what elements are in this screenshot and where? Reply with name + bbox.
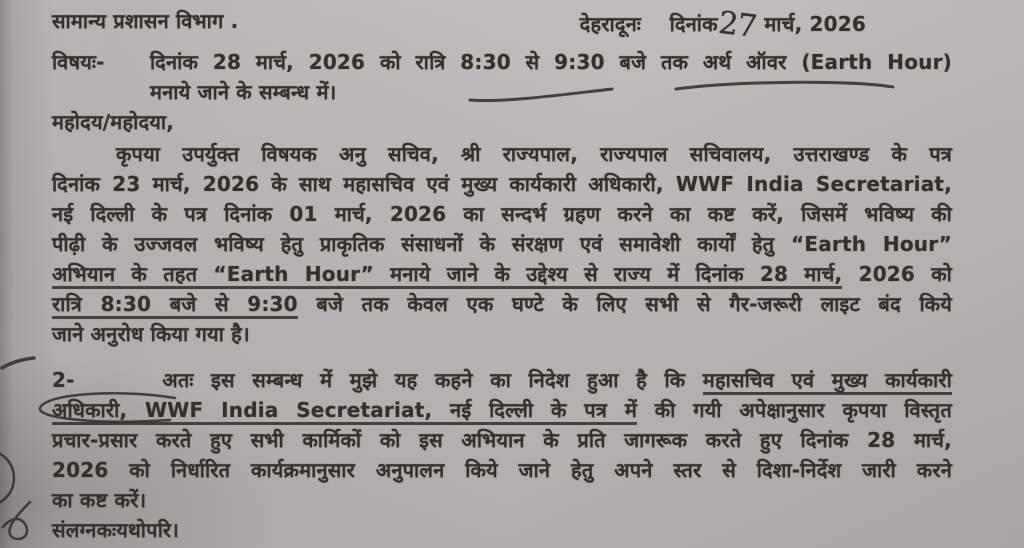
text-run: प्रचार-प्रसार करते हुए सभी कार्मिकों को इस अभियान के प्रति जागरूक करते हुए दिनांक 28 मार्च,	[52, 428, 952, 452]
enclosure-note: संलग्नकःयथोपरि।	[52, 518, 180, 542]
text-run: 2026 को निर्धारित कार्यक्रमानुसार अनुपालन किये जाने हेतु अपने स्तर से दिशा-निर्देश जारी करने	[52, 458, 952, 482]
place-name: देहरादूनः	[579, 12, 641, 36]
letter-line	[52, 229, 952, 259]
text-run: नई दिल्ली के पत्र दिनांक 01 मार्च, 2026 का सन्दर्भ ग्रहण करने का कष्ट करें, जिसमें भविष्य की	[52, 202, 952, 226]
salutation: महोदय/महोदया,	[52, 110, 175, 134]
text-run: बजे तक केवल एक घण्टे के लिए सभी से गैर-जरूरी लाइट बंद किये	[297, 292, 952, 316]
paragraph-1	[52, 139, 952, 349]
text-run: की गयी अपेक्षानुसार कृपया विस्तृत	[637, 398, 952, 422]
letter-header	[52, 4, 952, 46]
text-run: दिनांक 23 मार्च, 2026 के साथ महासचिव एवं मुख्य कार्यकारी अधिकारी, WWF India Secretariat,	[52, 172, 952, 196]
letter-line	[52, 199, 952, 229]
pen-margin-circle	[0, 450, 14, 506]
pen-margin-squiggle	[3, 502, 30, 539]
pen-underlined-text: रात्रि 8:30 बजे से 9:30	[52, 292, 298, 319]
letter-line	[52, 395, 952, 425]
letter-line	[52, 485, 952, 515]
letter-line	[52, 365, 952, 395]
place-date-block	[579, 4, 866, 46]
subject-block	[52, 47, 952, 107]
subject-line-1: दिनांक 28 मार्च, 2026 को रात्रि 8:30 से 9:30 बजे तक अर्थ ऑवर (Earth Hour)	[150, 50, 952, 74]
subject-text	[150, 47, 952, 107]
pen-underlined-text: महासचिव एवं मुख्य कार्यकारी	[703, 368, 952, 395]
text-run: पीढ़ी के उज्जवल भविष्य हेतु प्राकृतिक संसाधनों के संरक्षण एवं समावेशी कार्यों हेतु “Earth Hour”	[52, 232, 952, 256]
text-run: 2- अतः इस सम्बन्ध में मुझे यह कहने का निदेश हुआ है कि	[52, 368, 703, 392]
letter-line	[52, 169, 952, 199]
subject-label: विषयः-	[52, 50, 105, 74]
letter-line	[52, 425, 952, 455]
subject-line-2: मनाये जाने के सम्बन्ध में।	[150, 80, 337, 104]
text-run: का कष्ट करें।	[52, 488, 147, 512]
pen-underlined-text: अभियान के तहत “Earth Hour” मनाये जाने के उद्देश्य से राज्य में दिनांक 28 मार्च,	[52, 262, 842, 289]
pen-margin-dash	[2, 358, 34, 368]
handwritten-date: 27	[716, 4, 758, 46]
paragraph-2	[52, 365, 952, 515]
letter-line	[52, 259, 952, 289]
letter-line	[52, 139, 952, 169]
pen-underlined-text: अधिकारी, WWF India Secretariat, नई दिल्ली के पत्र में	[52, 398, 637, 425]
letter-line	[52, 289, 952, 319]
letter-content	[52, 6, 952, 545]
letter-line	[52, 319, 952, 349]
text-run: कृपया उपर्युक्त विषयक अनु सचिव, श्री राज्यपाल, राज्यपाल सचिवालय, उत्तराखण्ड के पत्र	[116, 142, 952, 166]
text-run: 2026 को	[842, 262, 953, 286]
text-run: जाने अनुरोध किया गया है।	[52, 322, 250, 346]
date-month-year: मार्च, 2026	[764, 12, 866, 36]
date-label: दिनांक	[669, 12, 718, 36]
department-name: सामान्य प्रशासन विभाग .	[52, 9, 239, 33]
letter-line	[52, 455, 952, 485]
